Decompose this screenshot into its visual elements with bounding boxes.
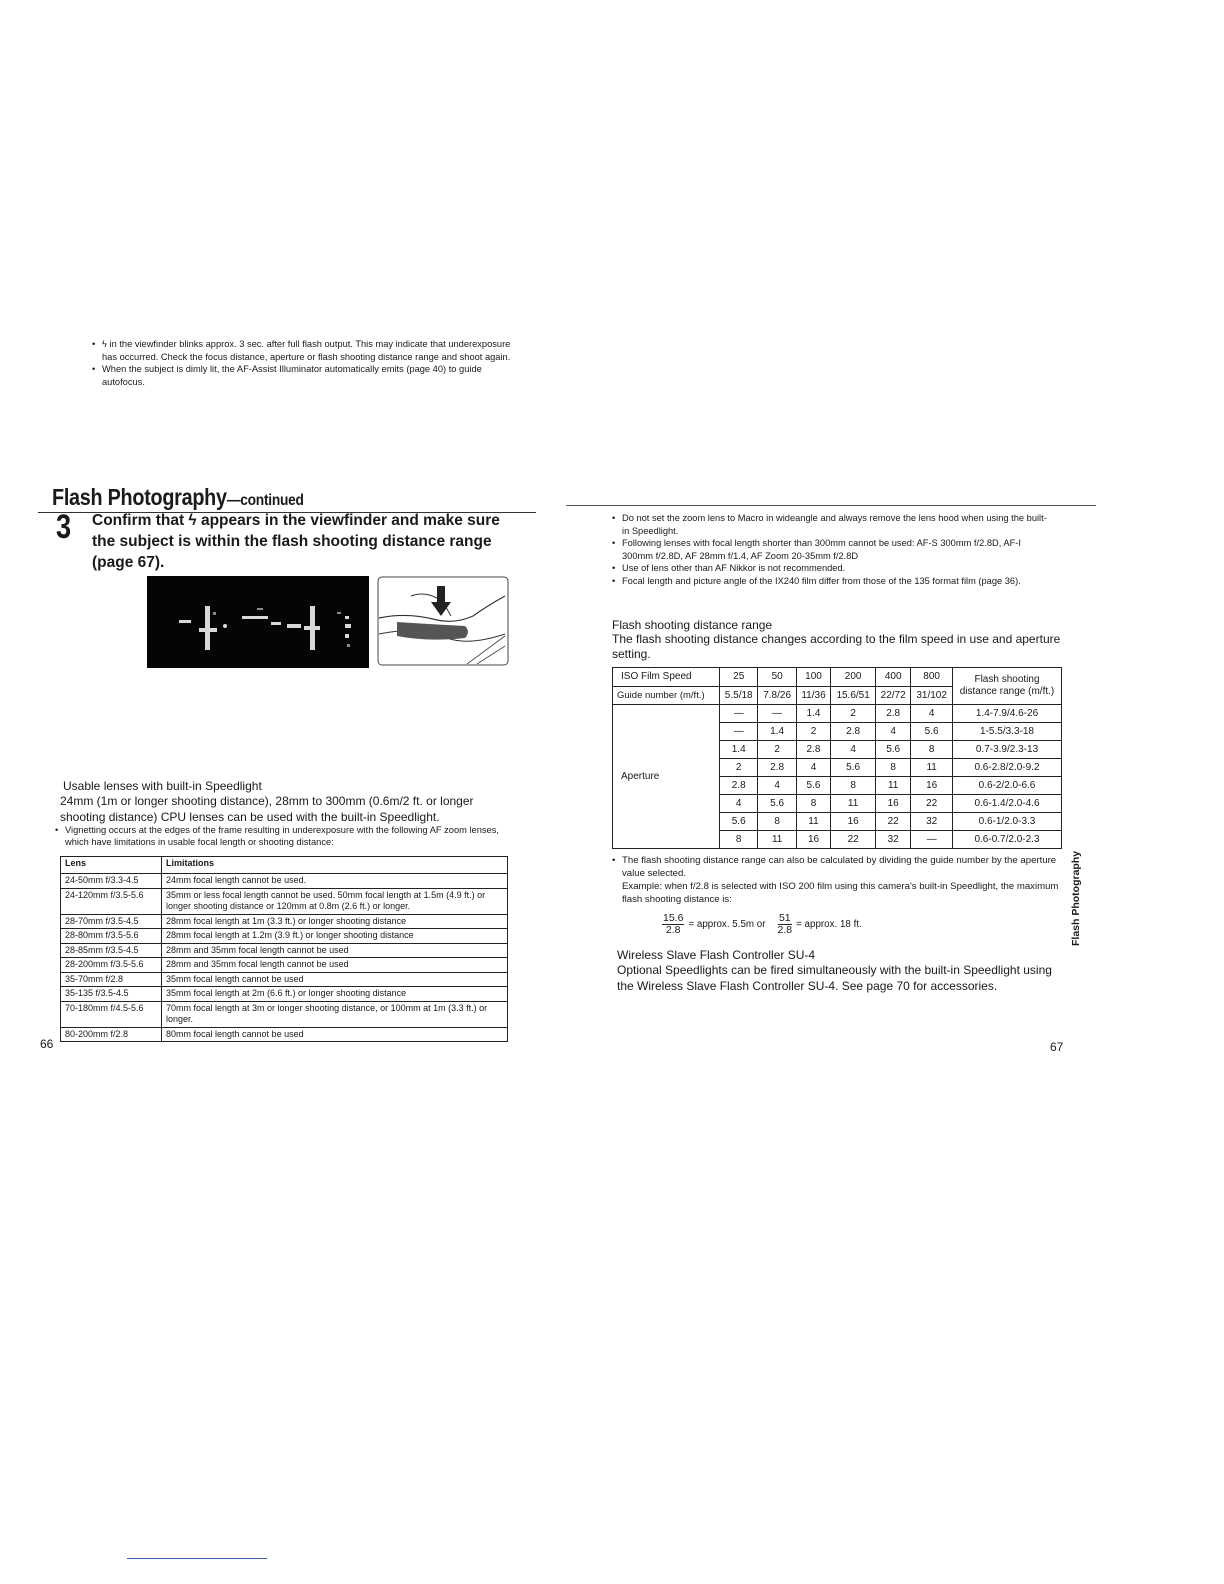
table-row <box>61 1001 508 1027</box>
aperture-cell: 11 <box>911 759 953 777</box>
range-cell: 0.6-0.7/2.0-2.3 <box>953 831 1062 849</box>
range-cell: 0.6-1.4/2.0-4.6 <box>953 795 1062 813</box>
range-formula <box>662 913 862 936</box>
aperture-cell: 2 <box>831 705 876 723</box>
table-row <box>61 943 508 958</box>
lens-notes <box>612 512 1052 587</box>
page-title <box>52 484 304 511</box>
fraction-denominator: 2.8 <box>777 924 793 936</box>
table-row <box>61 874 508 889</box>
iso-cell: 800 <box>911 668 953 687</box>
lens-cell: 28-200mm f/3.5-5.6 <box>61 958 162 973</box>
shutter-release-illustration <box>377 576 509 636</box>
limitation-cell: 35mm focal length cannot be used <box>162 972 508 987</box>
aperture-cell: — <box>758 705 796 723</box>
formula-result-imperial: = approx. 18 ft. <box>796 919 862 930</box>
list-item: • Following lenses with focal length shorter than 300mm cannot be used: AF-S 300mm f/2.8D, AF-I 300mm f/2.8D, AF 28mm f/1.4, AF Zoom 20-35mm f/2.8D <box>612 537 1052 562</box>
aperture-cell: 11 <box>876 777 911 795</box>
lens-cell: 35-135 f/3.5-4.5 <box>61 987 162 1002</box>
fraction-denominator: 2.8 <box>665 924 681 936</box>
table-row <box>61 888 508 914</box>
guide-number-cell: 11/36 <box>796 687 830 705</box>
table-row <box>61 972 508 987</box>
fraction-numerator: 51 <box>778 912 791 924</box>
aperture-cell: — <box>911 831 953 849</box>
aperture-cell: 4 <box>796 759 830 777</box>
iso-cell: 200 <box>831 668 876 687</box>
list-item: • The flash shooting distance range can also be calculated by dividing the guide number by the aperture value selected. <box>612 854 1072 880</box>
limitation-cell: 80mm focal length cannot be used <box>162 1027 508 1042</box>
aperture-cell: 11 <box>796 813 830 831</box>
aperture-cell: 2 <box>720 759 758 777</box>
aperture-cell: 22 <box>876 813 911 831</box>
fraction-metric <box>662 913 684 936</box>
range-cell: 0.6-1/2.0-3.3 <box>953 813 1062 831</box>
list-item: • Use of lens other than AF Nikkor is not recommended. <box>612 562 1052 575</box>
aperture-cell: 1.4 <box>758 723 796 741</box>
vignetting-note <box>55 824 515 849</box>
table-row <box>61 1027 508 1042</box>
table-row <box>613 668 1062 687</box>
aperture-cell: 16 <box>876 795 911 813</box>
aperture-cell: 1.4 <box>720 741 758 759</box>
aperture-cell: 5.6 <box>831 759 876 777</box>
aperture-cell: 8 <box>876 759 911 777</box>
aperture-cell: 5.6 <box>720 813 758 831</box>
lens-cell: 28-85mm f/3.5-4.5 <box>61 943 162 958</box>
iso-cell: 100 <box>796 668 830 687</box>
wireless-text: Optional Speedlights can be fired simultaneously with the built-in Speedlight using the Wireless Slave Flash Controller SU-4. See page 70 for accessories. <box>617 963 1052 993</box>
aperture-cell: 11 <box>758 831 796 849</box>
aperture-cell: 2 <box>796 723 830 741</box>
usable-lenses-text: 24mm (1m or longer shooting distance), 28mm to 300mm (0.6m/2 ft. or longer shooting distance) CPU lenses can be used with the built-in Speedlight. <box>60 794 474 824</box>
list-item: • Vignetting occurs at the edges of the frame resulting in underexposure with the following AF zoom lenses, which have limitations in usable focal length or shooting distance: <box>55 824 515 849</box>
lens-cell: 35-70mm f/2.8 <box>61 972 162 987</box>
iso-label: ISO Film Speed <box>613 668 720 687</box>
aperture-cell: 5.6 <box>796 777 830 795</box>
guide-number-label: Guide number (m/ft.) <box>613 687 720 705</box>
limitation-cell: 28mm focal length at 1m (3.3 ft.) or longer shooting distance <box>162 914 508 929</box>
aperture-cell: 4 <box>831 741 876 759</box>
range-cell: 1-5.5/3.3-18 <box>953 723 1062 741</box>
guide-number-cell: 7.8/26 <box>758 687 796 705</box>
aperture-cell: 8 <box>831 777 876 795</box>
limitation-cell: 35mm focal length at 2m (6.6 ft.) or longer shooting distance <box>162 987 508 1002</box>
section-side-tab <box>1070 846 1086 946</box>
aperture-cell: 5.6 <box>758 795 796 813</box>
table-row <box>61 929 508 944</box>
lens-cell: 24-120mm f/3.5-5.6 <box>61 888 162 914</box>
range-cell: 0.7-3.9/2.3-13 <box>953 741 1062 759</box>
range-calculation-note <box>612 854 1072 906</box>
table-header-row <box>61 857 508 874</box>
lens-cell: 28-80mm f/3.5-5.6 <box>61 929 162 944</box>
aperture-cell: 8 <box>758 813 796 831</box>
title-suffix: —continued <box>226 492 304 509</box>
aperture-cell: 2.8 <box>876 705 911 723</box>
step-notes <box>92 338 512 388</box>
limitation-cell: 24mm focal length cannot be used. <box>162 874 508 889</box>
guide-number-cell: 22/72 <box>876 687 911 705</box>
aperture-cell: 8 <box>911 741 953 759</box>
formula-result-metric: = approx. 5.5m or <box>688 919 766 930</box>
flash-range-heading: Flash shooting distance range <box>612 618 773 632</box>
guide-number-cell: 31/102 <box>911 687 953 705</box>
aperture-cell: 8 <box>720 831 758 849</box>
column-header-limitations: Limitations <box>162 857 508 874</box>
list-item: • Do not set the zoom lens to Macro in wideangle and always remove the lens hood when using the built-in Speedlight. <box>612 512 1052 537</box>
aperture-cell: 4 <box>720 795 758 813</box>
viewfinder-image <box>147 576 369 668</box>
range-cell: 0.6-2.8/2.0-9.2 <box>953 759 1062 777</box>
wireless-heading: Wireless Slave Flash Controller SU-4 <box>617 948 816 962</box>
guide-number-cell: 15.6/51 <box>831 687 876 705</box>
limitation-cell: 35mm or less focal length cannot be used. 50mm focal length at 1.5m (4.9 ft.) or longer shooting distance or 120mm at 0.8m (2.6 ft.) or longer. <box>162 888 508 914</box>
footer-line <box>127 1558 267 1559</box>
aperture-label: Aperture <box>613 705 720 849</box>
aperture-cell: 5.6 <box>911 723 953 741</box>
aperture-cell: 5.6 <box>876 741 911 759</box>
aperture-cell: 2.8 <box>831 723 876 741</box>
step-number: 3 <box>56 508 72 546</box>
iso-cell: 400 <box>876 668 911 687</box>
usable-lenses-heading: Usable lenses with built-in Speedlight <box>63 779 262 793</box>
aperture-cell: 16 <box>831 813 876 831</box>
flash-range-text: The flash shooting distance changes according to the film speed in use and aperture setting. <box>612 632 1061 661</box>
aperture-cell: 2.8 <box>796 741 830 759</box>
fraction-imperial <box>778 913 793 936</box>
side-tab-label: Flash Photography <box>1070 850 1082 946</box>
aperture-cell: 4 <box>758 777 796 795</box>
range-cell: 1.4-7.9/4.6-26 <box>953 705 1062 723</box>
aperture-cell: 32 <box>876 831 911 849</box>
limitation-cell: 70mm focal length at 3m or longer shooting distance, or 100mm at 1m (3.3 ft.) or longer. <box>162 1001 508 1027</box>
page-number-left: 66 <box>40 1037 54 1051</box>
limitation-cell: 28mm and 35mm focal length cannot be used <box>162 943 508 958</box>
aperture-cell: 4 <box>911 705 953 723</box>
range-cell: 0.6-2/2.0-6.6 <box>953 777 1062 795</box>
range-note-list <box>612 854 1072 880</box>
limitation-cell: 28mm and 35mm focal length cannot be used <box>162 958 508 973</box>
aperture-cell: 16 <box>796 831 830 849</box>
aperture-cell: 22 <box>831 831 876 849</box>
aperture-cell: 32 <box>911 813 953 831</box>
range-example: Example: when f/2.8 is selected with ISO 200 film using this camera's built-in Speedlight, the maximum flash shooting distance is: <box>622 881 1059 905</box>
flash-distance-table <box>612 667 1062 849</box>
aperture-cell: 2.8 <box>720 777 758 795</box>
list-item: • Focal length and picture angle of the IX240 film differ from those of the 135 format film (page 36). <box>612 575 1052 588</box>
range-header: Flash shooting distance range (m/ft.) <box>953 668 1062 705</box>
lens-cell: 80-200mm f/2.8 <box>61 1027 162 1042</box>
aperture-cell: 16 <box>911 777 953 795</box>
iso-cell: 25 <box>720 668 758 687</box>
aperture-cell: 11 <box>831 795 876 813</box>
header-rule-right <box>566 505 1096 506</box>
table-row <box>613 705 1062 723</box>
fraction-numerator: 15.6 <box>663 912 684 924</box>
title-main: Flash Photography <box>52 484 227 510</box>
limitation-cell: 28mm focal length at 1.2m (3.9 ft.) or longer shooting distance <box>162 929 508 944</box>
aperture-cell: 22 <box>911 795 953 813</box>
aperture-cell: — <box>720 723 758 741</box>
table-row <box>61 914 508 929</box>
iso-cell: 50 <box>758 668 796 687</box>
aperture-cell: 1.4 <box>796 705 830 723</box>
lens-cell: 24-50mm f/3.3-4.5 <box>61 874 162 889</box>
lens-cell: 28-70mm f/3.5-4.5 <box>61 914 162 929</box>
aperture-cell: 2 <box>758 741 796 759</box>
table-row <box>61 987 508 1002</box>
guide-number-cell: 5.5/18 <box>720 687 758 705</box>
lens-limitations-table <box>60 856 508 1042</box>
aperture-cell: 4 <box>876 723 911 741</box>
table-row <box>61 958 508 973</box>
finger-press-icon <box>377 576 509 666</box>
list-item: • When the subject is dimly lit, the AF-Assist Illuminator automatically emits (page 40) to guide autofocus. <box>92 363 512 388</box>
column-header-lens: Lens <box>61 857 162 874</box>
step-text: Confirm that ϟ appears in the viewfinder and make sure the subject is within the flash shooting distance range (page 67). <box>92 512 500 571</box>
viewfinder-display-icon <box>147 576 369 668</box>
aperture-cell: 2.8 <box>758 759 796 777</box>
aperture-cell: — <box>720 705 758 723</box>
list-item: • ϟ in the viewfinder blinks approx. 3 sec. after full flash output. This may indicate that underexposure has occurred. Check the focus distance, aperture or flash shooting distance range and shoot again. <box>92 338 512 363</box>
lens-cell: 70-180mm f/4.5-5.6 <box>61 1001 162 1027</box>
page-number-right: 67 <box>1050 1040 1064 1054</box>
aperture-cell: 8 <box>796 795 830 813</box>
